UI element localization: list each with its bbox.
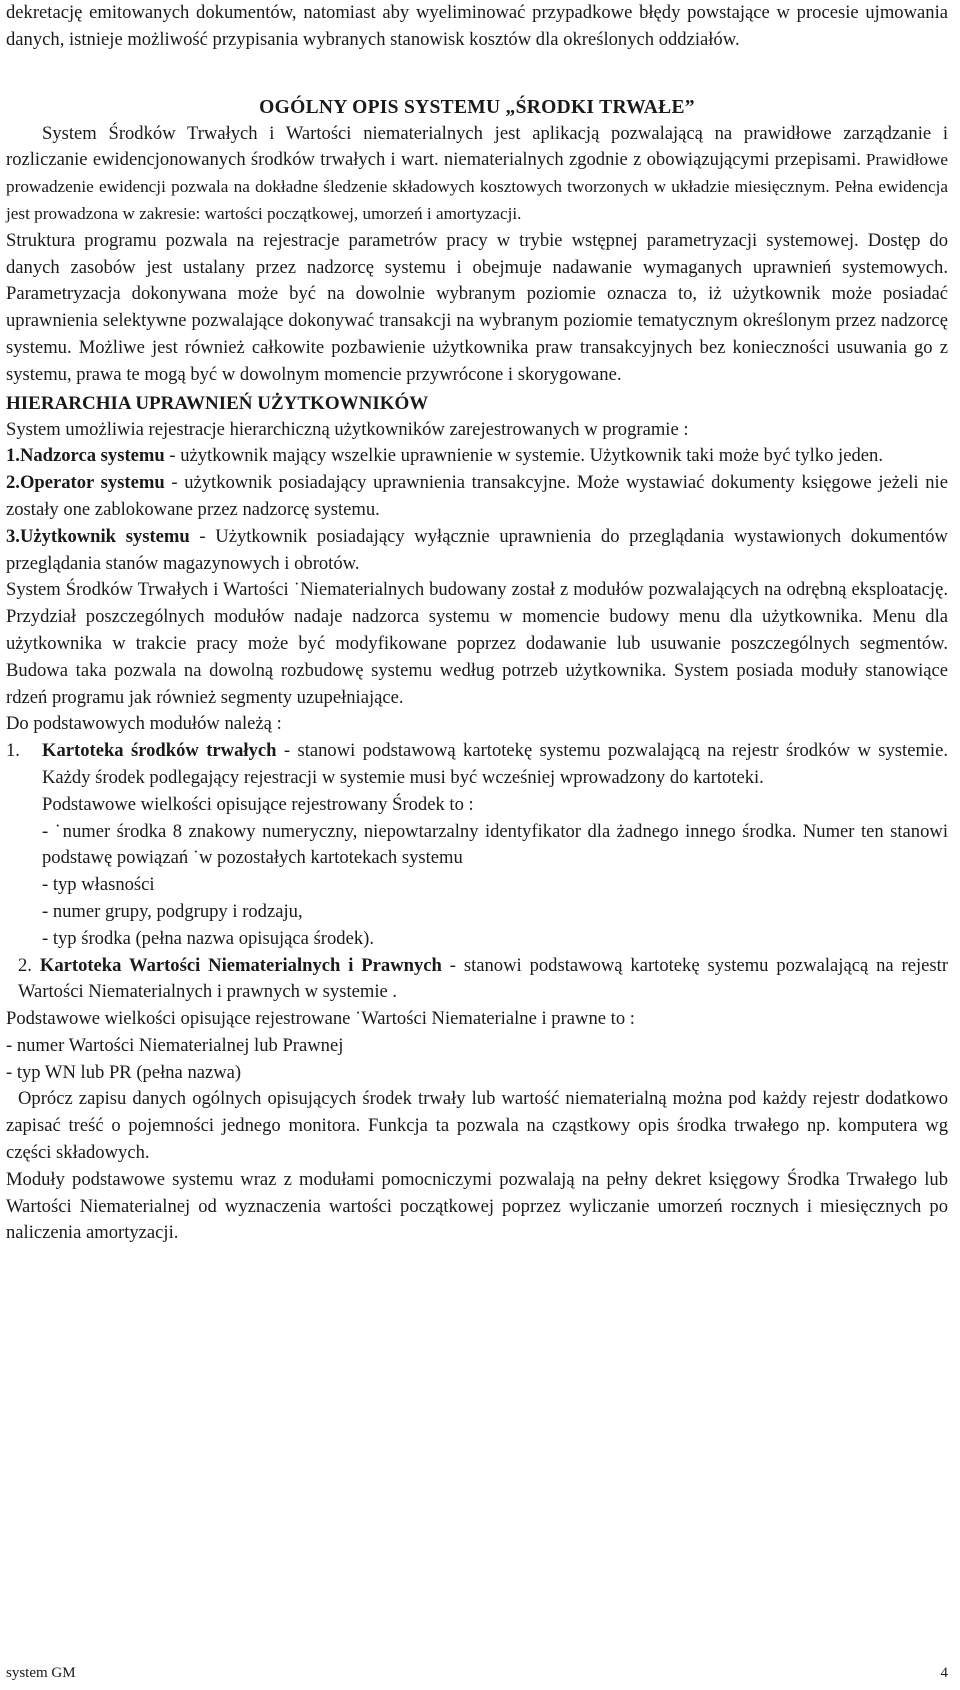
modules-paragraph: System Środków Trwałych i Wartości ˙Niematerialnych budowany został z modułów pozwalających na odrębną eksploatację. Przydział poszczególnych modułów nadaje nadzorca systemu w momencie budowy menu dla użytkownika. Menu dla użytkownika w trakcie pracy może być modyfikowane poprzez dodawanie lub usuwanie poszczególnych segmentów. Budowa taka pozwala na dowolną rozbudowę systemu według potrzeb użytkownika. System posiada moduły stanowiące rdzeń programu jak również segmenty uzupełniające. <box>6 579 948 708</box>
module-2-attrs-intro: Podstawowe wielkości opisujące rejestrowane ˙Wartości Niematerialne i prawne to : <box>6 1008 635 1030</box>
module-1-attrs-intro: Podstawowe wielkości opisujące rejestrowany Środek to : <box>42 793 474 815</box>
basic-modules-heading: Do podstawowych modułów należą : <box>6 713 282 735</box>
general-paragraph-1b: Prawidłowe prowadzenie ewidencji pozwala na dokładne śledzenie składowych kosztowych tworzonych w układzie miesięcznym. Pełna ewidencja jest prowadzona w zakresie: wartości początkowej, umorzeń i amortyzacji. <box>6 150 949 223</box>
module-2 <box>6 953 948 1007</box>
page-number: 4 <box>940 1665 948 1681</box>
module-1-title: Kartoteka środków trwałych <box>42 740 277 762</box>
module-1-text: - stanowi podstawową kartotekę systemu pozwalającą na rejestr środków w systemie. Każdy środek podlegający rejestracji w systemie musi być wcześniej wprowadzony do kartoteki. <box>42 740 948 788</box>
module-1-body <box>42 738 948 792</box>
module-2-title: Kartoteka Wartości Niematerialnych i Prawnych <box>39 954 442 976</box>
hierarchy-item-3-text: - Użytkownik posiadający wyłącznie uprawnienia do przeglądania wystawionych dokumentów przeglądania stanów magazynowych i obrotów. <box>6 525 948 574</box>
module-2-number: 2. <box>18 954 32 976</box>
hierarchy-item-1 <box>6 443 948 470</box>
general-paragraph-1a: System Środków Trwałych i Wartości niematerialnych jest aplikacją pozwalającą na prawidłowe zarządzanie i rozliczanie ewidencjonowanych środków trwałych i wart. niematerialnych zgodnie z obowiązującymi przepisami. <box>6 122 948 171</box>
hierarchy-item-1-text: - użytkownik mający wszelkie uprawnienie w systemie. Użytkownik taki może być tylko jeden. <box>164 445 883 467</box>
general-paragraph-1 <box>6 121 948 228</box>
intro-paragraph: dekretację emitowanych dokumentów, natomiast aby wyeliminować przypadkowe błędy powstające w procesie ujmowania danych, istnieje możliwość przypisania wybranych stanowisk kosztów dla określonych oddziałów. <box>6 2 948 50</box>
closing-paragraph: Moduły podstawowe systemu wraz z modułami pomocniczymi pozwalają na pełny dekret księgowy Środka Trwałego lub Wartości Niematerialnej od wyznaczenia wartości początkowej poprzez wyliczanie umorzeń rocznych i miesięcznych po naliczenia amortyzacji. <box>6 1168 948 1244</box>
module-1-attr-ownership: - typ własności <box>42 874 155 896</box>
module-1-number: 1. <box>6 740 20 762</box>
footer-system-name: system GM <box>6 1665 76 1681</box>
hierarchy-item-2-label: 2.Operator systemu <box>6 472 165 494</box>
document-page <box>6 0 948 1247</box>
section-title-general: OGÓLNY OPIS SYSTEMU „ŚRODKI TRWAŁE” <box>259 96 695 118</box>
module-2-note: Oprócz zapisu danych ogólnych opisujących środek trwały lub wartość niematerialną można pod każdy rejestr dodatkowo zapisać treść o pojemności jednego monitora. Funkcja ta pozwala na cząstkowy opis środka trwałego np. komputera wg części składowych. <box>6 1088 948 1164</box>
hierarchy-item-2-text: - użytkownik posiadający uprawnienia transakcyjne. Może wystawiać dokumenty księgowe jeżeli nie zostały one zablokowane przez nadzorcę systemu. <box>6 472 948 520</box>
module-1-attr-group: - numer grupy, podgrupy i rodzaju, <box>42 900 303 922</box>
hierarchy-item-1-label: 1.Nadzorca systemu <box>6 445 165 467</box>
module-2-text: - stanowi podstawową kartotekę systemu pozwalającą na rejestr Wartości Niematerialnych i prawnych w systemie . <box>18 954 949 1003</box>
module-2-attr-type: - typ WN lub PR (pełna nazwa) <box>6 1061 242 1083</box>
module-1-attr-number: - ˙numer środka 8 znakowy numeryczny, niepowtarzalny identyfikator dla żadnego innego środka. Numer ten stanowi podstawę powiązań ˙w pozostałych kartotekach systemu <box>42 820 948 869</box>
general-paragraph-2: Struktura programu pozwala na rejestracje parametrów pracy w trybie wstępnej parametryzacji systemowej. Dostęp do danych zasobów jest ustalany przez nadzorcę systemu i obejmuje nadawanie wymaganych uprawnień systemowych. Parametryzacja dokonywana może być na dowolnie wybranym poziomie oznacza to, iż użytkownik może posiadać uprawnienia selektywne pozwalające dokonywać transakcji na wybranym poziomie tematycznym określonym przez nadzorcę systemu. Możliwe jest również całkowite pozbawienie użytkownika praw transakcyjnych bez konieczności usuwania go z systemu, prawa te mogą być w dowolnym momencie przywrócone i skorygowane. <box>6 229 948 385</box>
hierarchy-item-3-label: 3.Użytkownik systemu <box>6 525 190 547</box>
section-title-hierarchy: HIERARCHIA UPRAWNIEŃ UŻYTKOWNIKÓW <box>6 392 429 414</box>
module-1 <box>6 738 948 792</box>
hierarchy-item-2 <box>6 470 948 524</box>
module-1-attr-type: - typ środka (pełna nazwa opisująca środek). <box>42 927 374 949</box>
page-footer <box>6 1664 948 1682</box>
module-2-attr-number: - numer Wartości Niematerialnej lub Prawnej <box>6 1034 344 1056</box>
hierarchy-item-3 <box>6 524 948 578</box>
hierarchy-intro: System umożliwia rejestracje hierarchiczną użytkowników zarejestrowanych w programie : <box>6 418 689 440</box>
